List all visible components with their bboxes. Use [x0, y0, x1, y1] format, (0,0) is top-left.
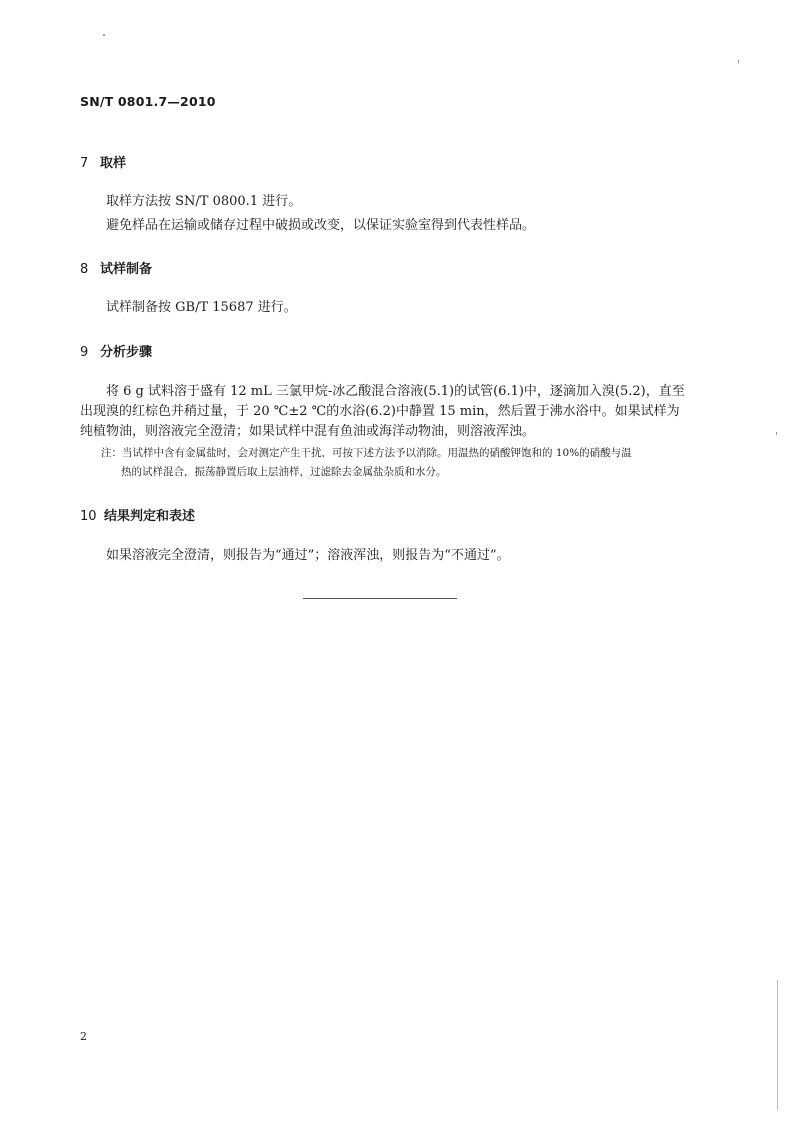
note-line: 热的试样混合，振荡静置后取上层油样，过滤除去金属盐杂质和水分。: [121, 466, 447, 478]
section-number: 9: [80, 345, 89, 360]
section-title: 取样: [100, 156, 127, 171]
body-line: 避免样品在运输或储存过程中破损或改变，以保证实验室得到代表性样品。: [106, 218, 536, 233]
section-9-heading: [80, 341, 152, 360]
section-7-body: [80, 192, 692, 236]
section-number: 7: [80, 156, 89, 171]
section-9-body: 将 6 g 试料溶于盛有 12 mL 三氯甲烷-冰乙酸混合溶液(5.1)的试管(6.1)中，逐滴加入溴(5.2)，直至出现溴的红棕色并稍过量，于 20 ℃±2 ℃的水浴(6.2)中静置 15 min，然后置于沸水浴中。如果试样为纯植物油，则溶液完全澄清；如果试样中混有鱼油或海洋动物油，则溶液浑浊。: [80, 384, 685, 439]
body-line: 试样制备按 GB/T 15687 进行。: [106, 300, 297, 315]
section-9-note: [101, 444, 692, 482]
standard-code: SN/T 0801.7—2010: [80, 94, 216, 109]
section-7-heading: [80, 152, 126, 171]
section-title: 分析步骤: [100, 345, 153, 360]
body-line: 取样方法按 SN/T 0800.1 进行。: [106, 194, 302, 209]
page-number: 2: [80, 1030, 87, 1043]
scan-speck: [103, 34, 105, 36]
section-title: 试样制备: [100, 262, 153, 277]
end-rule: [303, 598, 457, 599]
section-number: 8: [80, 262, 89, 277]
section-8-body: [80, 298, 692, 318]
scan-speck: [776, 432, 777, 435]
scan-edge-line: [777, 980, 778, 1110]
section-title: 结果判定和表述: [104, 509, 196, 524]
section-10-heading: [80, 505, 195, 524]
scan-speck: [738, 60, 739, 63]
section-number: 10: [80, 509, 97, 524]
note-line: 注：当试样中含有金属盐时，会对测定产生干扰，可按下述方法予以消除。用温热的硝酸钾饱和的 10%的硝酸与温: [101, 447, 632, 459]
section-8-heading: [80, 258, 152, 277]
section-10-body: 如果溶液完全澄清，则报告为“通过”；溶液浑浊，则报告为“不通过”。: [106, 548, 510, 563]
